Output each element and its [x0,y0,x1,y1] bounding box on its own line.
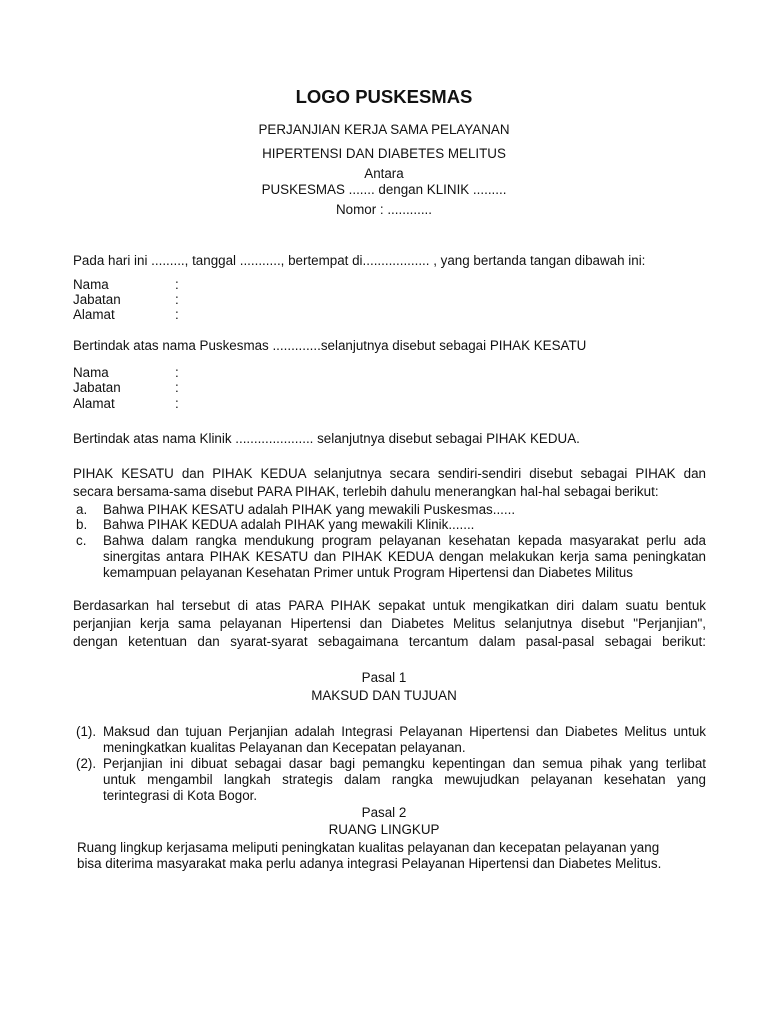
party1-name-colon: : [175,277,179,292]
logo-placeholder: LOGO PUSKESMAS [295,86,473,107]
party2-address-label: Alamat [73,396,115,411]
point-c-line-1: Bahwa dalam rangka mendukung program pelayanan kesehatan kepada masyarakat perlu ada [103,533,706,548]
pasal2-line-2: bisa diterima masyarakat maka perlu adanya integrasi Pelayanan Hipertensi dan Diabetes Melitus. [77,856,662,871]
parties-line: PUSKESMAS ....... dengan KLINIK ......... [261,182,507,197]
document-number: Nomor : ............ [336,202,432,217]
pasal1-item2-line-3: terintegrasi di Kota Bogor. [103,788,258,803]
party2-name-label: Nama [73,365,109,380]
party1-statement: Bertindak atas nama Puskesmas .............selanjutnya disebut sebagai PIHAK KESATU [73,338,587,353]
document-title-line-1: PERJANJIAN KERJA SAMA PELAYANAN [258,122,510,137]
document-title-line-2: HIPERTENSI DAN DIABETES MELITUS [262,146,506,161]
point-c-marker: c. [76,533,87,548]
para-pihak-line-2: secara bersama-sama disebut PARA PIHAK, terlebih dahulu menerangkan hal-hal sebagai berikut: [73,484,659,499]
opening-paragraph: Pada hari ini ........., tanggal ..........., bertempat di.................. , yang bertanda tangan dibawah ini: [73,253,646,268]
pasal1-item2-marker: (2). [76,756,97,771]
party1-position-label: Jabatan [73,292,121,307]
pasal1-item2-line-1: Perjanjian ini dibuat sebagai dasar bagi pemangku kepentingan dan semua pihak yang terlibat [103,756,706,771]
point-b-text: Bahwa PIHAK KEDUA adalah PIHAK yang mewakili Klinik....... [103,517,475,532]
agreement-line-2: perjanjian kerja sama pelayanan Hipertensi dan Diabetes Melitus selanjutnya disebut "Perjanjian", [73,616,706,631]
pasal1-item2-line-2: untuk mengambil langkah strategis dalam rangka mewujudkan pelayanan kesehatan yang [103,772,706,787]
pasal1-number: Pasal 1 [361,670,407,685]
party2-position-colon: : [175,380,179,395]
party1-name-label: Nama [73,277,109,292]
point-a-text: Bahwa PIHAK KESATU adalah PIHAK yang mewakili Puskesmas...... [103,502,516,517]
pasal1-item1-line-1: Maksud dan tujuan Perjanjian adalah Integrasi Pelayanan Hipertensi dan Diabetes Melitus untuk [103,724,706,739]
party2-statement: Bertindak atas nama Klinik ..................... selanjutnya disebut sebagai PIHAK KEDUA. [73,431,580,446]
agreement-line-3: dengan ketentuan dan syarat-syarat sebagaimana tercantum dalam pasal-pasal sebagai berikut: [73,634,706,649]
pasal2-line-1: Ruang lingkup kerjasama meliputi peningkatan kualitas pelayanan dan kecepatan pelayanan yang [77,840,660,855]
antara-label: Antara [364,166,404,181]
party1-address-label: Alamat [73,307,115,322]
party2-address-colon: : [175,396,179,411]
point-b-marker: b. [76,517,88,532]
pasal2-title: RUANG LINGKUP [328,822,440,837]
para-pihak-line-1: PIHAK KESATU dan PIHAK KEDUA selanjutnya secara sendiri-sendiri disebut sebagai PIHAK dan [73,466,706,481]
agreement-line-1: Berdasarkan hal tersebut di atas PARA PIHAK sepakat untuk mengikatkan diri dalam suatu bentuk [73,598,706,613]
pasal1-item1-marker: (1). [76,724,97,739]
point-c-line-2: sinergitas antara PIHAK KESATU dan PIHAK KEDUA dengan melakukan kerja sama peningkatan [103,549,706,564]
party1-position-colon: : [175,292,179,307]
party2-name-colon: : [175,365,179,380]
party2-position-label: Jabatan [73,380,121,395]
point-a-marker: a. [76,502,88,517]
pasal1-item1-line-2: meningkatkan kualitas Pelayanan dan Kecepatan pelayanan. [103,740,466,755]
pasal2-number: Pasal 2 [361,805,407,820]
point-c-line-3: kemampuan pelayanan Kesehatan Primer untuk Program Hipertensi dan Diabetes Militus [103,565,633,580]
party1-address-colon: : [175,307,179,322]
pasal1-title: MAKSUD DAN TUJUAN [311,688,457,703]
